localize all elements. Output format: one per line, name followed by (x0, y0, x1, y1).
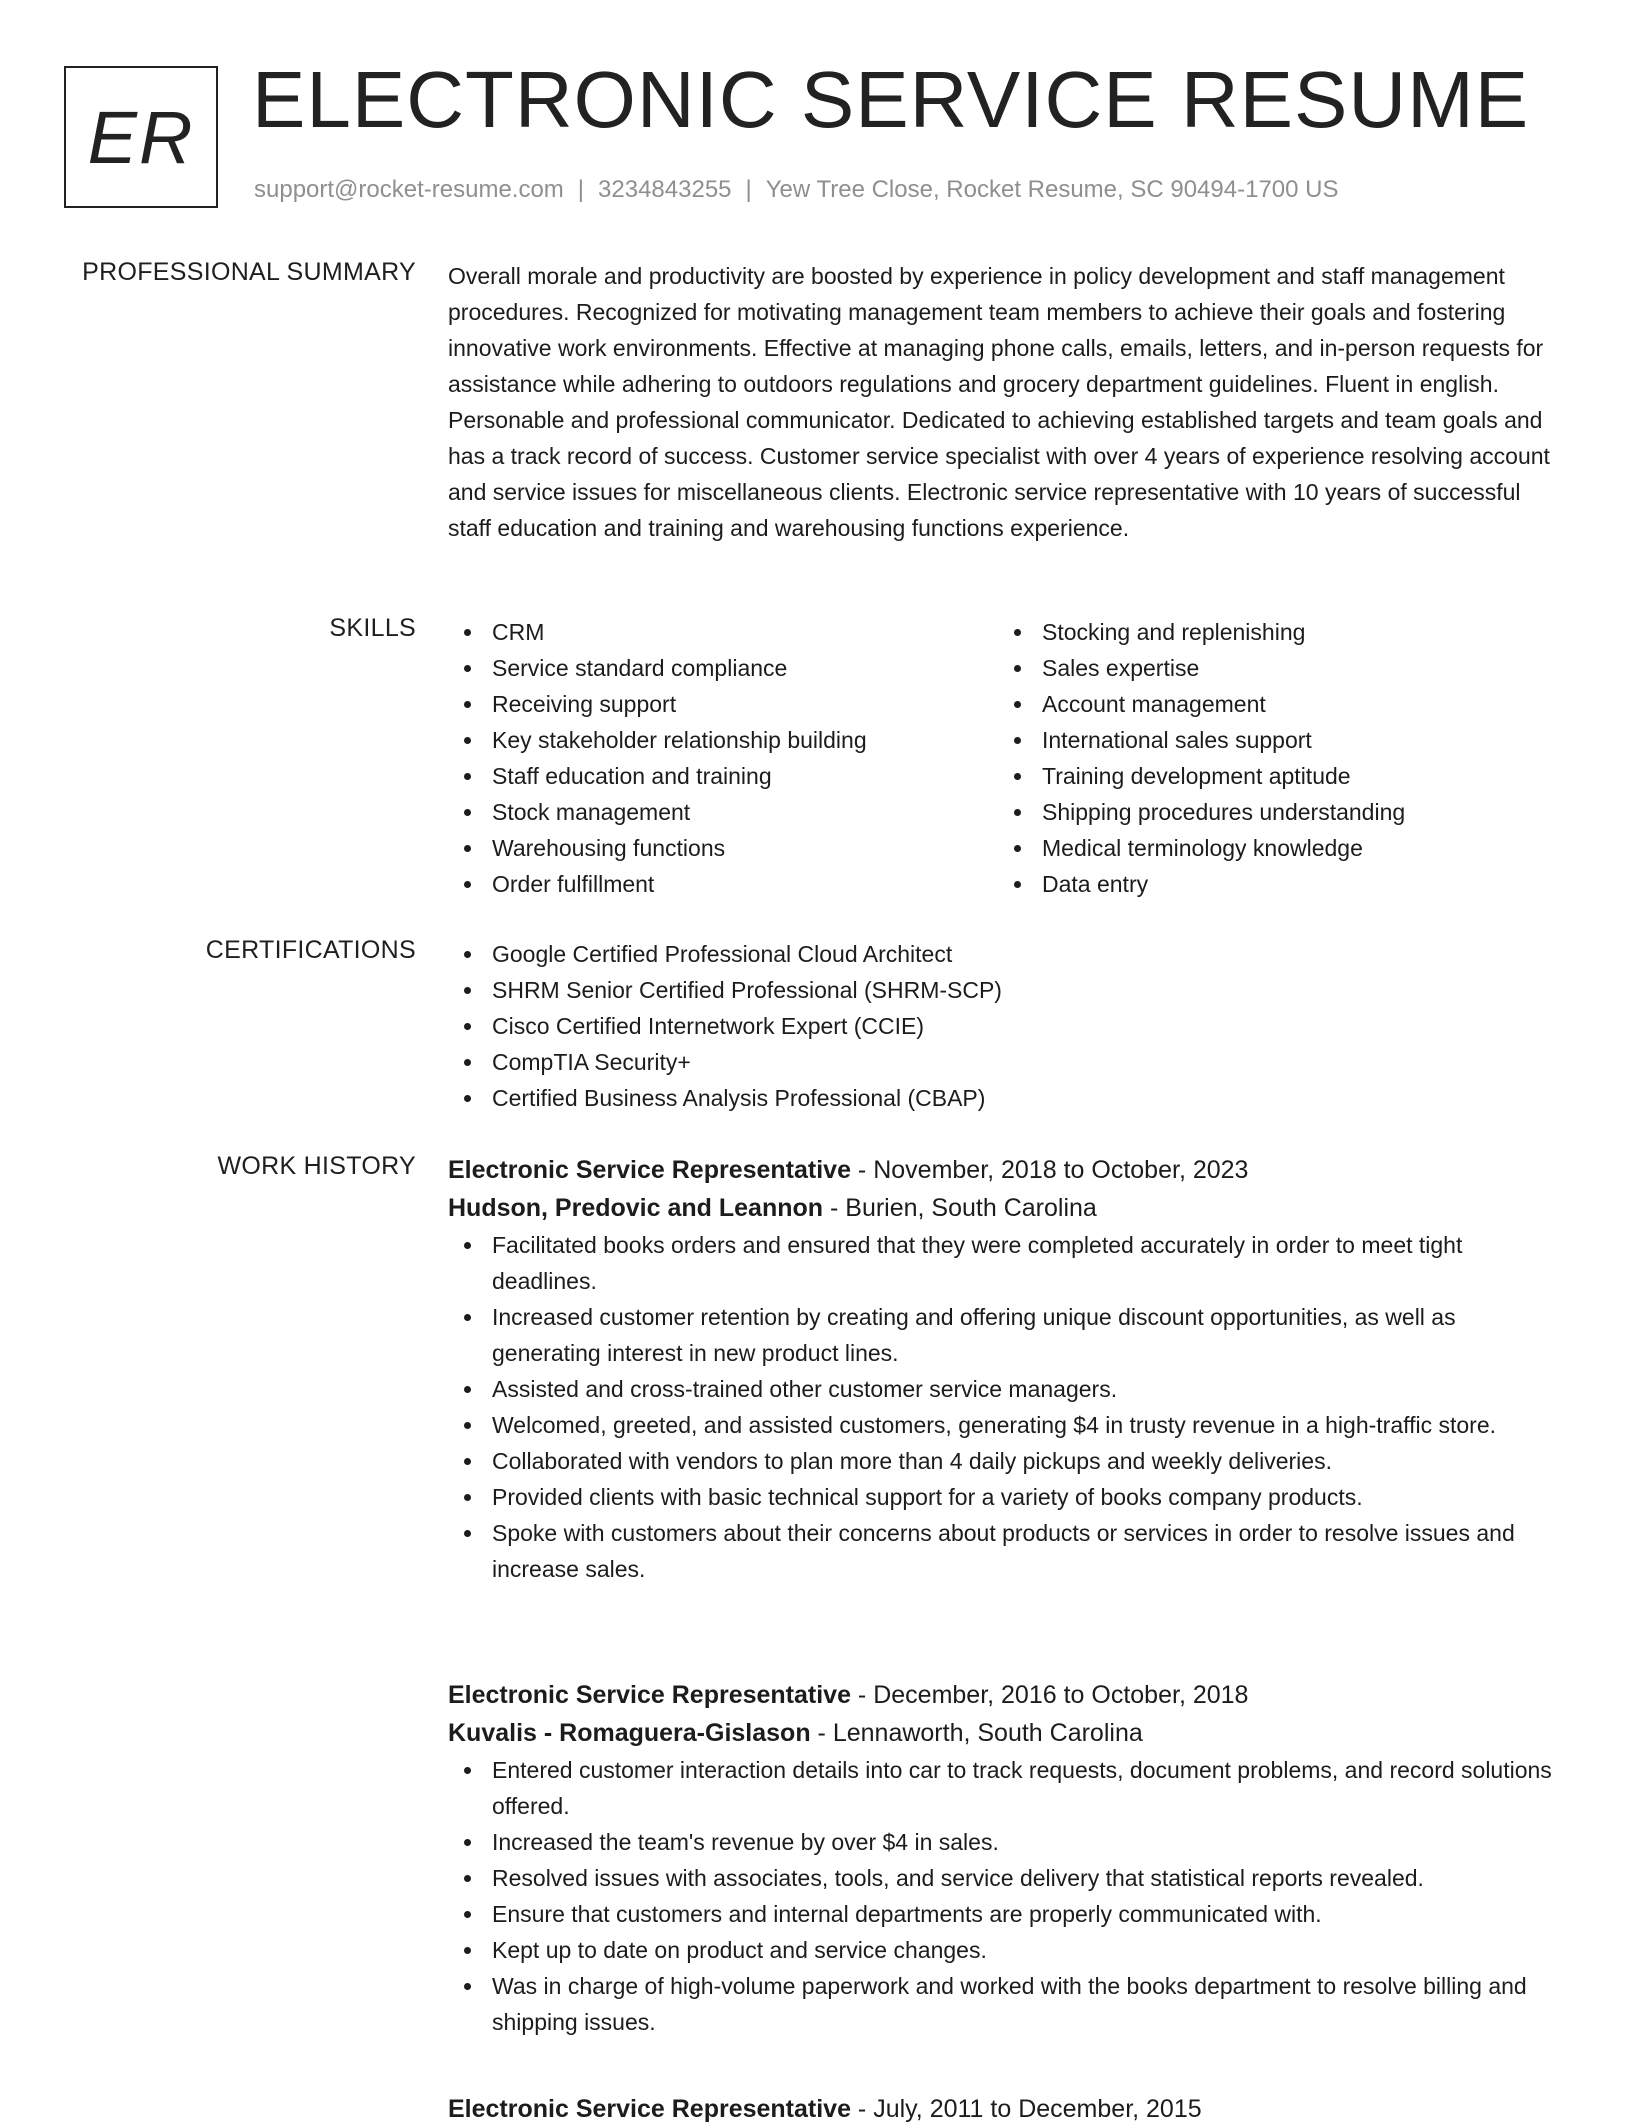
contact-separator: | (745, 176, 752, 203)
skill-item: Staff education and training (448, 758, 998, 794)
certification-item: SHRM Senior Certified Professional (SHRM-SCP) (448, 972, 1568, 1008)
contact-separator: | (577, 176, 585, 203)
skill-item: Data entry (998, 866, 1548, 902)
resume-title: ELECTRONIC SERVICE RESUME (252, 55, 1530, 144)
job-company-line (448, 1189, 1568, 1227)
job-title: Electronic Service Representative (448, 1156, 851, 1184)
skill-item: Stocking and replenishing (998, 614, 1548, 650)
job-bullet: Increased customer retention by creating and offering unique discount opportunities, as well as generating interest in new product lines. (448, 1299, 1568, 1371)
skill-item: Stock management (448, 794, 998, 830)
summary-section (448, 258, 1568, 546)
job-title: Electronic Service Representative (448, 2095, 851, 2123)
contact-email: support@rocket-resume.com (254, 176, 564, 203)
job-bullet: Collaborated with vendors to plan more than 4 daily pickups and weekly deliveries. (448, 1443, 1568, 1479)
job-dates: - November, 2018 to October, 2023 (850, 1156, 1249, 1184)
skill-item: Account management (998, 686, 1548, 722)
job-bullet: Welcomed, greeted, and assisted customers, generating $4 in trusty revenue in a high-traffic store. (448, 1407, 1568, 1443)
job-bullet: Assisted and cross-trained other customer service managers. (448, 1371, 1568, 1407)
skills-list-right (998, 614, 1548, 902)
job-bullets (448, 1752, 1568, 2040)
job-entry (448, 1151, 1568, 1587)
job-bullets (448, 1227, 1568, 1587)
job-bullet: Spoke with customers about their concerns about products or services in order to resolve issues and increase sales. (448, 1515, 1568, 1587)
skill-item: CRM (448, 614, 998, 650)
contact-phone: 3234843255 (598, 176, 732, 203)
job-company: Hudson, Predovic and Leannon (448, 1194, 824, 1222)
job-bullet: Facilitated books orders and ensured that they were completed accurately in order to meet tight deadlines. (448, 1227, 1568, 1299)
certification-item: CompTIA Security+ (448, 1044, 1568, 1080)
skill-item: Order fulfillment (448, 866, 998, 902)
job-company-line (448, 1714, 1568, 1752)
skill-item: Key stakeholder relationship building (448, 722, 998, 758)
job-title-line (448, 1151, 1568, 1189)
certification-item: Google Certified Professional Cloud Architect (448, 936, 1568, 972)
job-bullet: Provided clients with basic technical support for a variety of books company products. (448, 1479, 1568, 1515)
job-bullet: Resolved issues with associates, tools, and service delivery that statistical reports revealed. (448, 1860, 1568, 1896)
certification-item: Cisco Certified Internetwork Expert (CCIE) (448, 1008, 1568, 1044)
job-entry (448, 1676, 1568, 2040)
job-entry (448, 2090, 1568, 2128)
job-company: Kuvalis - Romaguera-Gislason (448, 1719, 811, 1747)
job-bullet: Increased the team's revenue by over $4 in sales. (448, 1824, 1568, 1860)
work-history-label: WORK HISTORY (217, 1152, 416, 1180)
skill-item: Sales expertise (998, 650, 1548, 686)
skill-item: Medical terminology knowledge (998, 830, 1548, 866)
skills-section (448, 614, 1568, 902)
job-location: - Lennaworth, South Carolina (810, 1719, 1143, 1747)
job-bullet: Entered customer interaction details into car to track requests, document problems, and record solutions offered. (448, 1752, 1568, 1824)
certifications-section (448, 936, 1568, 1116)
job-title-line (448, 2090, 1568, 2128)
job-bullet: Was in charge of high-volume paperwork and worked with the books department to resolve billing and shipping issues. (448, 1968, 1568, 2040)
job-title: Electronic Service Representative (448, 1681, 851, 1709)
job-dates: - December, 2016 to October, 2018 (850, 1681, 1249, 1709)
certifications-list (448, 936, 1568, 1116)
contact-line (254, 176, 1339, 204)
skill-item: Warehousing functions (448, 830, 998, 866)
job-bullet: Kept up to date on product and service changes. (448, 1932, 1568, 1968)
skill-item: Shipping procedures understanding (998, 794, 1548, 830)
skill-item: Receiving support (448, 686, 998, 722)
monogram-box (64, 66, 218, 208)
contact-address: Yew Tree Close, Rocket Resume, SC 90494-1700 US (765, 176, 1339, 203)
summary-text: Overall morale and productivity are boosted by experience in policy development and staff management procedures. Recognized for motivating management team members to achieve their goals and fostering innovative work environments. Effective at managing phone calls, emails, letters, and in-person requests for assistance while adhering to outdoors regulations and grocery department guidelines. Fluent in english. Personable and professional communicator. Dedicated to achieving established targets and team goals and has a track record of success. Customer service specialist with over 4 years of experience resolving account and service issues for miscellaneous clients. Electronic service representative with 10 years of successful staff education and training and warehousing functions experience. (448, 263, 1550, 541)
job-location: - Burien, South Carolina (823, 1194, 1097, 1222)
skills-label: SKILLS (329, 614, 416, 642)
skill-item: International sales support (998, 722, 1548, 758)
skill-item: Service standard compliance (448, 650, 998, 686)
skills-list-left (448, 614, 998, 902)
job-dates: - July, 2011 to December, 2015 (850, 2095, 1202, 2123)
job-bullet: Ensure that customers and internal departments are properly communicated with. (448, 1896, 1568, 1932)
skill-item: Training development aptitude (998, 758, 1548, 794)
certification-item: Certified Business Analysis Professional (CBAP) (448, 1080, 1568, 1116)
certifications-label: CERTIFICATIONS (205, 936, 416, 964)
monogram-initials: ER (87, 95, 195, 179)
summary-label: PROFESSIONAL SUMMARY (82, 258, 416, 286)
job-title-line (448, 1676, 1568, 1714)
